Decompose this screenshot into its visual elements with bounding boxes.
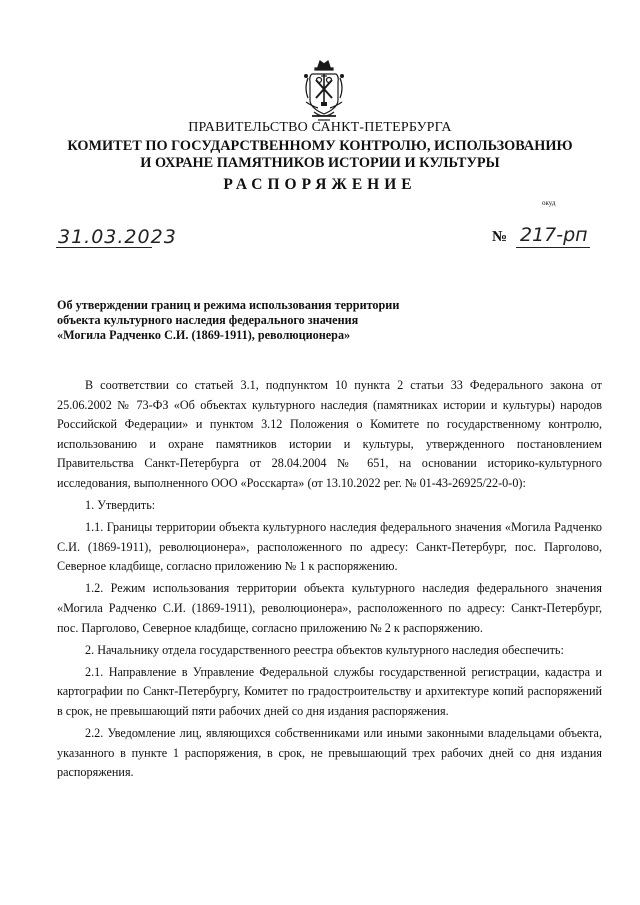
paragraph-item-1-1: 1.1. Границы территории объекта культурного наследия федерального значения «Могила Радченко С.И. (1869-1911), революционера», расположенного по адресу: Санкт-Петербург, пос. Парголово, Северное кладбище, согласно приложению № 1 к распоряжению. [57, 520, 602, 574]
number-sign: № [492, 229, 508, 245]
paragraph-preamble: В соответствии со статьей 3.1, подпунктом 10 пункта 2 статьи 33 Федерального закона от 25.06.2002 № 73-ФЗ «Об объектах культурного наследия (памятниках истории и культуры) народов Российской Федерации» и пунктом 3.12 Положения о Комитете по государственному контролю, использованию и охране памятников истории и культуры, утвержденного постановлением Правительства Санкт-Петербурга от 28.04.2004 № 651, на основании историко-культурного исследования, выполненного ООО «Росскарта» (от 13.10.2022 рег. № 01-43-26925/22-0-0): [57, 378, 602, 490]
subject-line-2: объекта культурного наследия федерального значения [57, 313, 359, 327]
document-number: 217-рп [520, 224, 588, 246]
subject-line-3: «Могила Радченко С.И. (1869-1911), революционера» [57, 328, 351, 342]
paragraph-item-2-2: 2.2. Уведомление лиц, являющихся собственниками или иными законными владельцами объекта, указанного в пункте 1 распоряжения, в срок, не превышающий трех рабочих дней со дня издания распоряжения. [57, 726, 602, 780]
coat-of-arms-icon [300, 58, 348, 124]
paragraph-item-1-2: 1.2. Режим использования территории объекта культурного наследия федерального значения «Могила Радченко С.И. (1869-1911), революционера», расположенного по адресу: Санкт-Петербург, пос. Парголово, Северное кладбище, согласно приложению № 2 к распоряжению. [57, 581, 602, 635]
paragraph-item-2: 2. Начальнику отдела государственного реестра объектов культурного наследия обеспечить: [85, 642, 564, 657]
document-type-title: РАСПОРЯЖЕНИЕ [223, 176, 417, 193]
committee-title [0, 138, 640, 172]
paragraph-item-1: 1. Утвердить: [85, 498, 156, 513]
committee-title-line-2: И ОХРАНЕ ПАМЯТНИКОВ ИСТОРИИ И КУЛЬТУРЫ [140, 155, 500, 171]
document-date: 31.03.2023 [58, 226, 177, 248]
okud-label: окуд [542, 199, 556, 207]
number-underline [516, 247, 590, 248]
subject-block [57, 298, 437, 343]
document-body [57, 376, 602, 783]
committee-title-line-1: КОМИТЕТ ПО ГОСУДАРСТВЕННОМУ КОНТРОЛЮ, ИСПОЛЬЗОВАНИЮ [67, 138, 573, 154]
government-title: ПРАВИТЕЛЬСТВО САНКТ-ПЕТЕРБУРГА [188, 120, 452, 135]
paragraph-item-2-1: 2.1. Направление в Управление Федеральной службы государственной регистрации, кадастра и картографии по Санкт-Петербургу, Комитет по градостроительству и архитектуре копий распоряжений в срок, не превышающий пяти рабочих дней со дня издания распоряжения. [57, 664, 602, 718]
date-underline [56, 247, 152, 248]
subject-line-1: Об утверждении границ и режима использования территории [57, 298, 400, 312]
